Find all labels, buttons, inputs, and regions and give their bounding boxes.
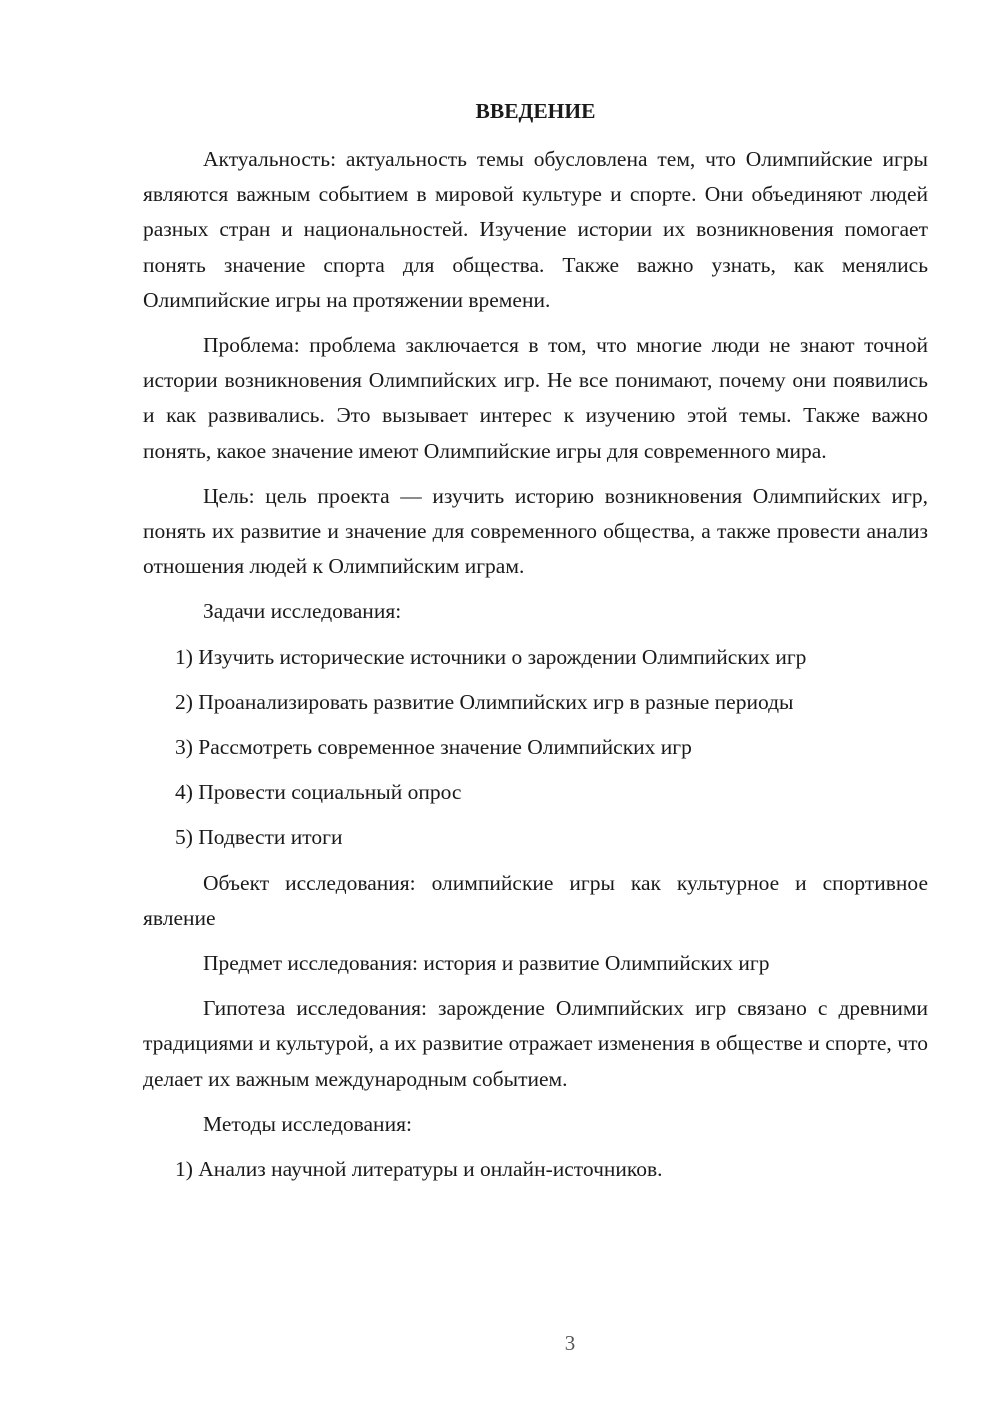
goal-paragraph: Цель: цель проекта — изучить историю возникновения Олимпийских игр, понять их развитие и значение для современного общества, а также провести анализ отношения людей к Олимпийским играм. — [143, 483, 928, 579]
problem-paragraph: Проблема: проблема заключается в том, что многие люди не знают точной истории возникновения Олимпийских игр. Не все понимают, почему они появились и как развивались. Это вызывает интерес к изучению этой темы. Также важно понять, какое значение имеют Олимпийские игры для современного мира. — [143, 333, 928, 463]
hypothesis-paragraph: Гипотеза исследования: зарождение Олимпийских игр связано с древними традициями и культурой, а их развитие отражает изменения в обществе и спорте, что делает их важным международным событием. — [143, 996, 928, 1091]
list-item: 5) Подвести итоги — [175, 825, 343, 850]
list-item: 1) Изучить исторические источники о зарождении Олимпийских игр — [175, 644, 807, 669]
list-item: 1) Анализ научной литературы и онлайн-источников. — [175, 1157, 663, 1182]
list-item: 2) Проанализировать развитие Олимпийских игр в разные периоды — [175, 689, 794, 714]
document-page — [143, 94, 928, 1197]
methods-list — [143, 1152, 928, 1187]
tasks-list — [143, 640, 928, 856]
methods-heading: Методы исследования: — [203, 1111, 412, 1136]
subject-paragraph: Предмет исследования: история и развитие Олимпийских игр — [203, 951, 770, 976]
object-paragraph: Объект исследования: олимпийские игры как культурное и спортивное явление — [143, 870, 928, 930]
list-item: 4) Провести социальный опрос — [175, 780, 462, 805]
list-item: 3) Рассмотреть современное значение Олимпийских игр — [175, 735, 692, 760]
relevance-paragraph: Актуальность: актуальность темы обусловлена тем, что Олимпийские игры являются важным событием в мировой культуре и спорте. Они объединяют людей разных стран и национальностей. Изучение истории их возникновения помогает понять значение спорта для общества. Также важно узнать, как менялись Олимпийские игры на протяжении времени. — [143, 147, 928, 312]
page-number: 3 — [564, 1331, 576, 1355]
page-title: ВВЕДЕНИЕ — [475, 99, 596, 123]
tasks-heading: Задачи исследования: — [203, 599, 402, 624]
